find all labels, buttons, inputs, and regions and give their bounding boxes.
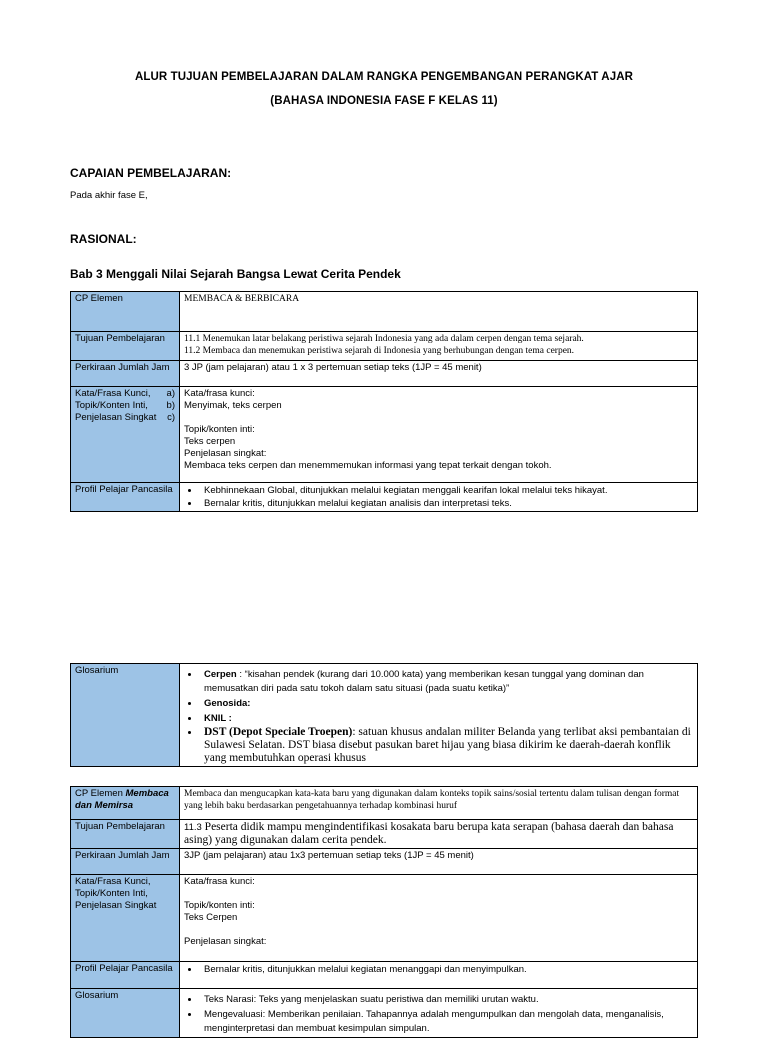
kata-frasa-label	[71, 387, 180, 483]
list-item	[200, 696, 693, 711]
table-membaca-memirsa	[70, 786, 698, 1038]
glosarium-definition: : satuan khusus andalan militer Belanda yang terlibat aksi pembantaian di Sulawesi Selatan. DST biasa disebut pasukan baret hijau yang biasa dikirim ke daerah-daerah konflik yang membutuhkan operasi khusus	[204, 726, 691, 764]
profil-list	[184, 963, 693, 976]
list-item: • Bernalar kritis, ditunjukkan melalui kegiatan analisis dan interpretasi teks.	[200, 497, 693, 510]
table-row	[71, 332, 698, 361]
perkiraan-jam-label: Perkiraan Jumlah Jam	[71, 849, 180, 875]
profil-pelajar-value	[180, 962, 698, 989]
label-text: Kata/Frasa Kunci,	[75, 388, 151, 399]
glosarium-label: Glosarium	[71, 989, 180, 1038]
kata-frasa-value	[180, 875, 698, 962]
list-item	[200, 667, 693, 696]
tujuan-text: Peserta didik mampu mengindentifikasi kosakata baru berupa kata serapan (bahasa daerah dan bahasa asing) yang digunakan dalam cerita pendek.	[184, 821, 674, 846]
perkiraan-jam-value: 3 JP (jam pelajaran) atau 1 x 3 pertemuan setiap teks (1JP = 45 menit)	[180, 361, 698, 387]
tujuan-pembelajaran-value	[180, 332, 698, 361]
list-item	[200, 726, 693, 765]
glosarium-value	[180, 664, 698, 767]
profil-pelajar-label: Profil Pelajar Pancasila	[71, 962, 180, 989]
tujuan-pembelajaran-value	[180, 820, 698, 849]
capaian-text: Pada akhir fase E,	[70, 190, 148, 201]
tujuan-line-2: 11.2 Membaca dan menemukan peristiwa sejarah di Indonesia yang berhubungan dengan tema cerpen.	[184, 346, 575, 356]
rasional-heading: RASIONAL:	[70, 232, 137, 246]
table-glosarium	[70, 663, 698, 767]
cp-elemen-label: CP Elemen	[71, 292, 180, 332]
table-row	[71, 664, 698, 767]
kata-frasa-text: Kata/frasa kunci: Topik/konten inti: Teks Cerpen Penjelasan singkat:	[184, 876, 267, 947]
glosarium-term: Cerpen	[204, 669, 237, 680]
kata-label-line	[75, 400, 175, 412]
glosarium-term: Genosida:	[204, 698, 251, 709]
bab-heading: Bab 3 Menggali Nilai Sejarah Bangsa Lewat Cerita Pendek	[70, 267, 401, 281]
cp-label-plain: CP Elemen	[75, 788, 126, 799]
label-text: Topik/Konten Inti,	[75, 400, 148, 411]
table-row	[71, 989, 698, 1038]
cp-elemen-label	[71, 787, 180, 820]
list-item: • Teks Narasi: Teks yang menjelaskan suatu peristiwa dan memiliki urutan waktu.	[200, 992, 693, 1007]
profil-pelajar-label: Profil Pelajar Pancasila	[71, 483, 180, 512]
kata-frasa-label: Kata/Frasa Kunci, Topik/Konten Inti, Penjelasan Singkat	[71, 875, 180, 962]
perkiraan-jam-value: 3JP (jam pelajaran) atau 1x3 pertemuan setiap teks (1JP = 45 menit)	[180, 849, 698, 875]
table-row	[71, 387, 698, 483]
glosarium-label: Glosarium	[71, 664, 180, 767]
table-row	[71, 962, 698, 989]
table-bab3-membaca-berbicara	[70, 291, 698, 512]
glosarium-definition: : “kisahan pendek (kurang dari 10.000 kata) yang memberikan kesan tunggal yang dominan dan memusatkan diri pada satu tokoh dalam satu situasi (pada suatu ketika)”	[204, 669, 644, 694]
tujuan-number: 11.3	[184, 822, 202, 833]
list-item	[200, 711, 693, 726]
glosarium-term: DST (Depot Speciale Troepen)	[204, 726, 353, 738]
label-mark: c)	[167, 412, 175, 423]
label-text: Penjelasan Singkat	[75, 412, 157, 423]
capaian-heading: CAPAIAN PEMBELAJARAN:	[70, 166, 232, 180]
glosarium-value	[180, 989, 698, 1038]
table-row	[71, 483, 698, 512]
tujuan-line-1: 11.1 Menemukan latar belakang peristiwa sejarah Indonesia yang ada dalam cerpen dengan tema sejarah.	[184, 334, 584, 344]
kata-frasa-value	[180, 387, 698, 483]
list-item: • Kebhinnekaan Global, ditunjukkan melalui kegiatan menggali kearifan lokal melalui teks hikayat.	[200, 484, 693, 497]
cp-elemen-value: Membaca dan mengucapkan kata-kata baru yang digunakan dalam konteks topik sains/sosial tertentu dalam tulisan dengan format yang lebih baku berdasarkan pengetahuannya terhadap kombinasi huruf	[180, 787, 698, 820]
profil-list	[184, 484, 693, 510]
table-row	[71, 292, 698, 332]
kata-frasa-text: Kata/frasa kunci: Menyimak, teks cerpen Topik/konten inti: Teks cerpen Penjelasan singkat: Membaca teks cerpen dan menemmemukan informasi yang tepat terkait dengan tokoh.	[184, 388, 552, 471]
tujuan-pembelajaran-label: Tujuan Pembelajaran	[71, 820, 180, 849]
perkiraan-jam-label: Perkiraan Jumlah Jam	[71, 361, 180, 387]
profil-pelajar-value	[180, 483, 698, 512]
table-row	[71, 849, 698, 875]
list-item: • Bernalar kritis, ditunjukkan melalui kegiatan menanggapi dan menyimpulkan.	[200, 963, 693, 976]
list-item: • Mengevaluasi: Memberikan penilaian. Tahapannya adalah mengumpulkan dan mengolah data, menganalisis, menginterpretasi dan membuat kesimpulan simpulan.	[200, 1007, 693, 1036]
glosarium-term: KNIL :	[204, 713, 232, 724]
cp-elemen-value: MEMBACA & BERBICARA	[180, 292, 698, 332]
kata-label-line	[75, 412, 175, 424]
table-row	[71, 361, 698, 387]
label-mark: b)	[166, 400, 175, 411]
table-row	[71, 787, 698, 820]
table-row	[71, 820, 698, 849]
glosarium-list	[184, 665, 693, 765]
table-row	[71, 875, 698, 962]
document-title-line-2: (BAHASA INDONESIA FASE F KELAS 11)	[270, 95, 498, 107]
glosarium-list	[184, 990, 693, 1036]
label-mark: a)	[166, 388, 175, 399]
document-title-line-1: ALUR TUJUAN PEMBELAJARAN DALAM RANGKA PENGEMBANGAN PERANGKAT AJAR	[134, 71, 634, 83]
tujuan-pembelajaran-label: Tujuan Pembelajaran	[71, 332, 180, 361]
kata-label-line	[75, 388, 175, 400]
cp-label-italic: Membaca dan Memirsa	[75, 788, 169, 811]
